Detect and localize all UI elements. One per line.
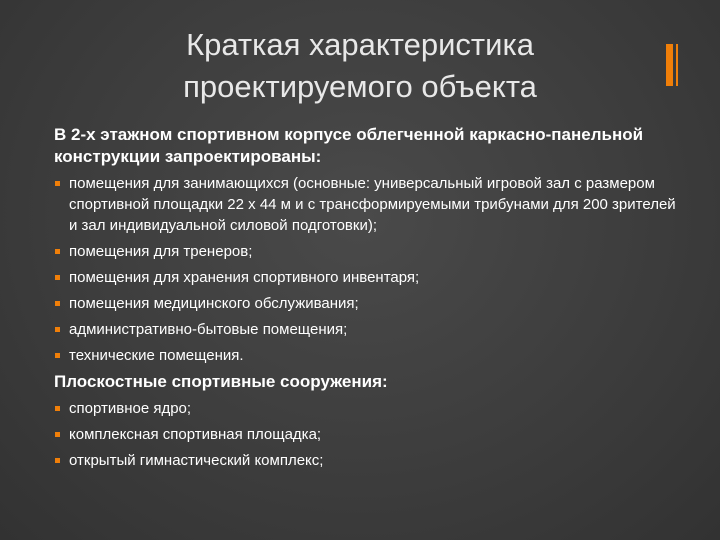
list-item-text: административно-бытовые помещения; [69, 321, 348, 338]
slide-content [54, 124, 684, 476]
list-item-text: комплексная спортивная площадка; [69, 426, 322, 443]
list-item [54, 173, 684, 236]
section-heading-outdoor: Плоскостные спортивные сооружения: [54, 372, 388, 391]
list-item [54, 450, 684, 471]
list-item-text: помещения для занимающихся (основные: универсальный игровой зал с размером спортивной площадки 22 х 44 м и с трансформируемыми трибунами для 200 зрителей и зал индивидуальной силовой подготовки); [69, 175, 676, 234]
bullet-list-outdoor [54, 398, 684, 471]
slide-title [120, 24, 600, 108]
list-item [54, 398, 684, 419]
bullet-marker-icon [55, 181, 60, 186]
list-item [54, 424, 684, 445]
bullet-marker-icon [55, 249, 60, 254]
bullet-marker-icon [55, 406, 60, 411]
slide-title-line-1: Краткая характеристика [186, 27, 534, 62]
list-item-text: технические помещения. [69, 347, 244, 364]
bullet-marker-icon [55, 327, 60, 332]
bullet-marker-icon [55, 458, 60, 463]
list-item-text: открытый гимнастический комплекс; [69, 452, 324, 469]
bullet-list-building [54, 173, 684, 366]
list-item-text: помещения медицинского обслуживания; [69, 295, 359, 312]
list-item [54, 241, 684, 262]
bullet-marker-icon [55, 432, 60, 437]
list-item [54, 267, 684, 288]
list-item [54, 293, 684, 314]
list-item-text: помещения для хранения спортивного инвентаря; [69, 269, 420, 286]
list-item [54, 345, 684, 366]
list-item-text: помещения для тренеров; [69, 243, 253, 260]
list-item [54, 319, 684, 340]
bullet-marker-icon [55, 353, 60, 358]
accent-bar [666, 44, 673, 86]
bullet-marker-icon [55, 301, 60, 306]
list-item-text: спортивное ядро; [69, 400, 192, 417]
accent-line [676, 44, 678, 86]
bullet-marker-icon [55, 275, 60, 280]
slide-title-line-2: проектируемого объекта [183, 69, 537, 104]
section-heading-building: В 2-х этажном спортивном корпусе облегченной каркасно-панельной конструкции запроектированы: [54, 125, 644, 166]
